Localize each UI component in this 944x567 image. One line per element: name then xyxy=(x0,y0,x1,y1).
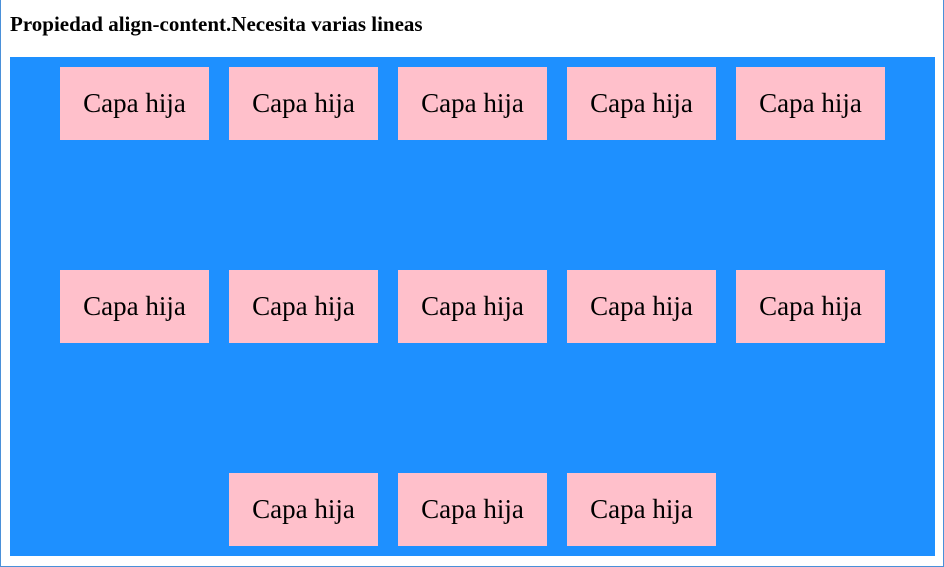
child-box: Capa hija xyxy=(60,270,209,343)
page-title: Propiedad align-content.Necesita varias lineas xyxy=(10,12,423,36)
child-box: Capa hija xyxy=(567,270,716,343)
child-box: Capa hija xyxy=(229,270,378,343)
child-box: Capa hija xyxy=(567,473,716,546)
child-box: Capa hija xyxy=(60,67,209,140)
child-box: Capa hija xyxy=(398,473,547,546)
child-box: Capa hija xyxy=(398,67,547,140)
child-box: Capa hija xyxy=(567,67,716,140)
child-box: Capa hija xyxy=(229,67,378,140)
child-box: Capa hija xyxy=(736,67,885,140)
child-box: Capa hija xyxy=(229,473,378,546)
child-box: Capa hija xyxy=(398,270,547,343)
child-box: Capa hija xyxy=(736,270,885,343)
flex-container xyxy=(10,57,935,556)
